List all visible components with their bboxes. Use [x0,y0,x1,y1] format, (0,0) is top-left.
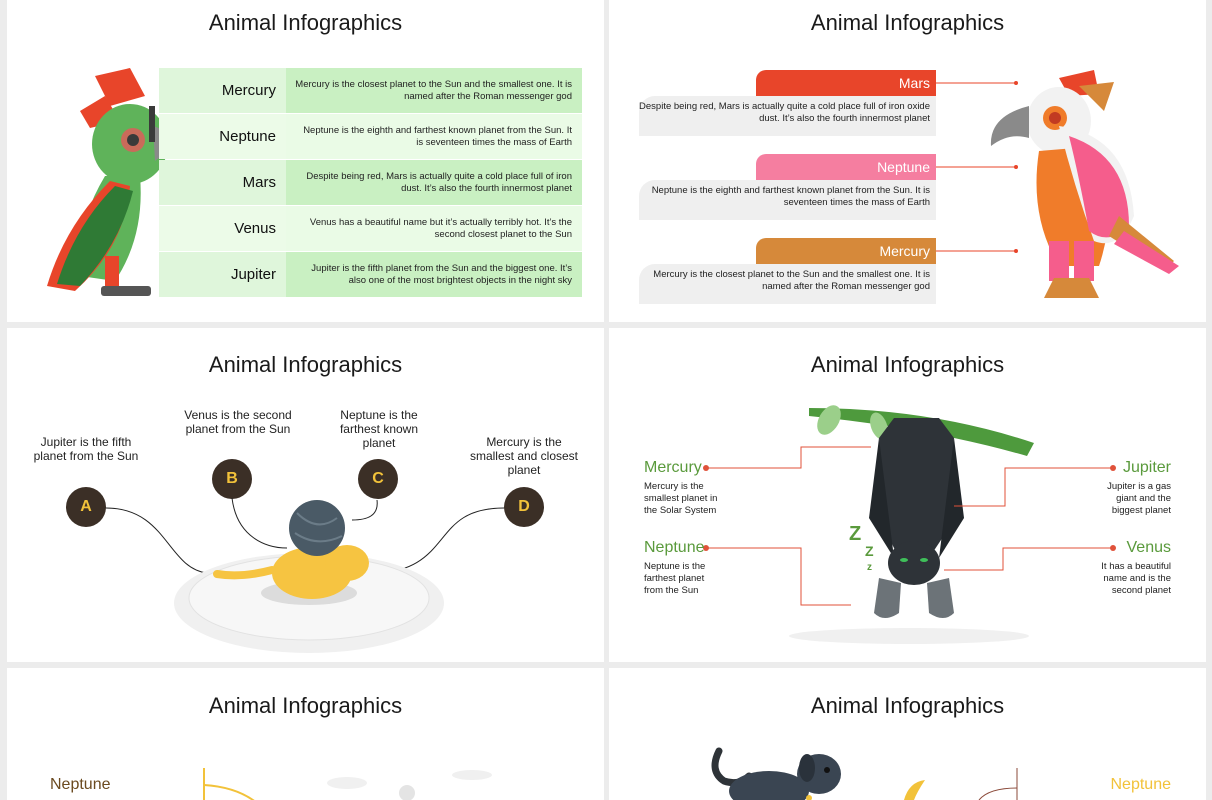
slide-4 [609,328,1206,662]
bat-desc-venus: It has a beautiful name and is the second planet [1101,561,1171,596]
label-bar-neptune: Neptune [756,154,936,180]
row-name: Venus [234,220,276,237]
desc-box-neptune: Neptune is the eighth and farthest known planet from the Sun. It is seventeen times the mass of Earth [639,180,936,220]
slide-3 [7,328,604,662]
cat-with-yarn-illustration [7,478,604,658]
slide-6-connector [969,768,1029,800]
slide-title: Animal Infographics [208,693,403,718]
table-row [159,252,582,297]
option-c-text: Neptune is the farthest known planet [339,408,419,450]
option-c-badge: C [358,459,398,499]
desc-box-mercury: Mercury is the closest planet to the Sun and the smallest one. It is named after the Roman messenger god [639,264,936,304]
row-name: Mars [242,174,276,191]
row-desc: Jupiter is the fifth planet from the Sun and the biggest one. It’s also one of the most brightest objects in the night sky [286,252,582,297]
table-row [159,68,582,113]
bat-desc-jupiter: Jupiter is a gas giant and the biggest planet [1107,481,1171,516]
bat-label-neptune: Neptune [644,539,705,556]
slide-title: Animal Infographics [208,352,403,377]
banana-shape [899,780,929,800]
row-name: Neptune [219,128,276,145]
label-bar-mercury: Mercury [756,238,936,264]
slide-6-label-neptune: Neptune [1110,776,1171,793]
svg-text:Z: Z [865,543,874,559]
row-name: Jupiter [230,266,276,283]
option-b-text: Venus is the second planet from the Sun [184,408,292,436]
option-b-badge: B [212,459,252,499]
row-desc: Neptune is the eighth and farthest known planet from the Sun. It is seventeen times the mass of Earth [286,114,582,159]
slide-2 [609,0,1206,322]
label-bar-mars: Mars [756,70,936,96]
pink-parrot-illustration [989,66,1189,298]
option-a-text: Jupiter is the fifth planet from the Sun [33,435,139,463]
slide-1 [7,0,604,322]
row-desc: Despite being red, Mars is actually quite a cold place full of iron dust. It’s also the fourth innermost planet [286,160,582,205]
slide-title: Animal Infographics [208,10,403,35]
slide-6 [609,668,1206,800]
option-a-badge: A [66,487,106,527]
bat-desc-neptune: Neptune is the farthest planet from the Sun [644,561,706,596]
table-row [159,206,582,251]
slide-title: Animal Infographics [810,10,1005,35]
svg-text:z: z [867,562,872,573]
dog-illustration [699,746,879,800]
slide-5-label-neptune: Neptune [50,776,111,793]
row-name: Mercury [221,82,276,99]
option-d-text: Mercury is the smallest and closest planet [469,435,579,477]
row-desc: Mercury is the closest planet to the Sun and the smallest one. It is named after the Roman messenger god [286,68,582,113]
row-desc: Venus has a beautiful name but it’s actually terribly hot. It’s the second closest planet to the Sun [286,206,582,251]
svg-text:Z: Z [849,523,862,545]
bat-desc-mercury: Mercury is the smallest planet in the Solar System [644,481,718,516]
slide-5-partial-illustration [197,763,517,800]
planet-table [159,68,582,296]
desc-box-mars: Despite being red, Mars is actually quite a cold place full of iron oxide dust. It’s also the fourth innermost planet [639,96,936,136]
option-d-badge: D [504,487,544,527]
slide-title: Animal Infographics [810,352,1005,377]
bat-label-venus: Venus [1126,539,1171,556]
slide-title: Animal Infographics [810,693,1005,718]
slide-5 [7,668,604,800]
bat-label-mercury: Mercury [644,459,702,476]
table-row [159,160,582,205]
bat-label-jupiter: Jupiter [1122,459,1171,476]
table-row [159,114,582,159]
